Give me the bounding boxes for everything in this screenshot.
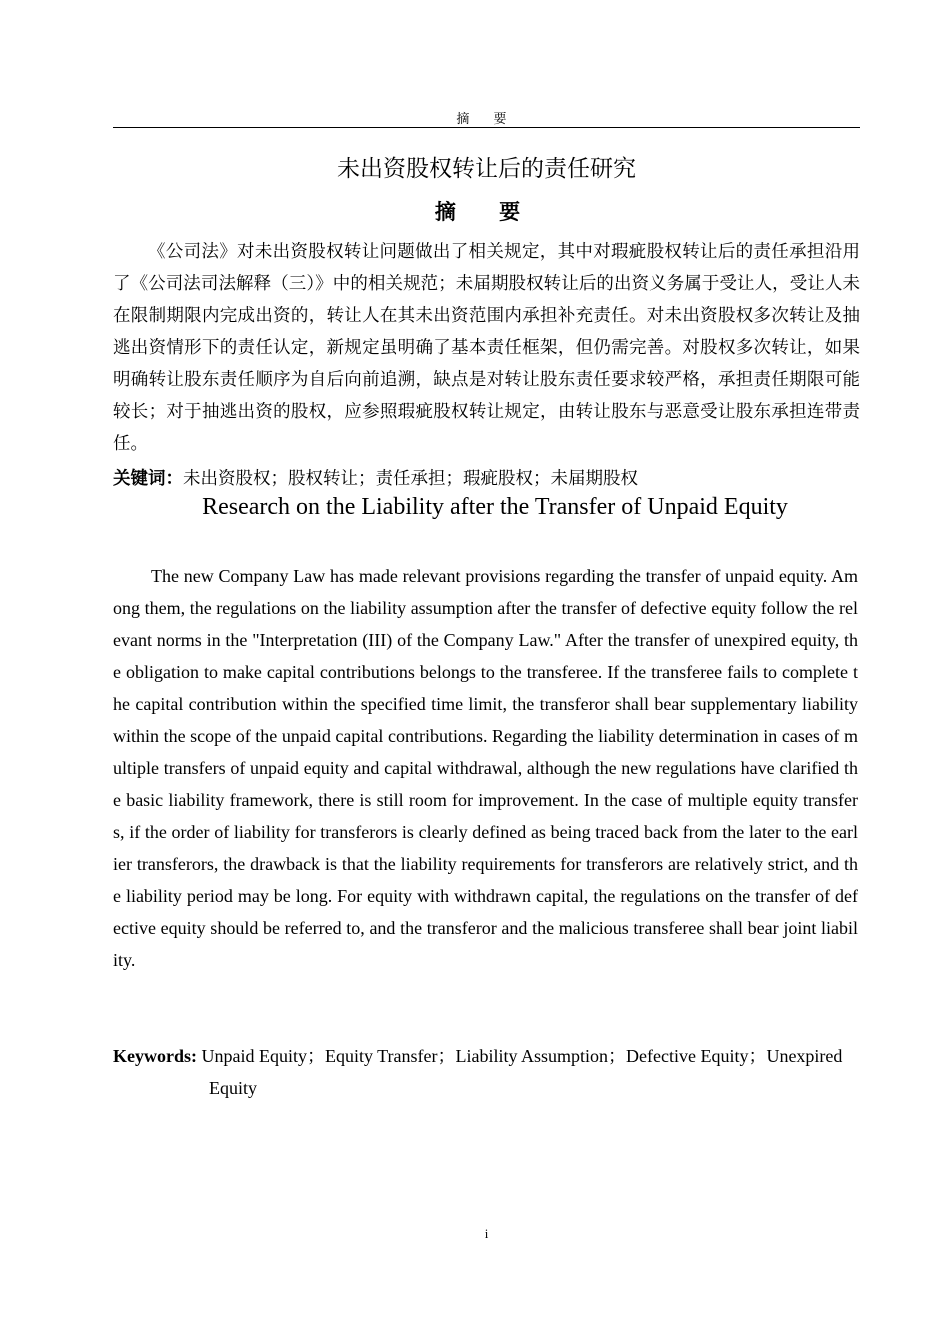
english-keywords-label: Keywords: [113, 1046, 197, 1066]
english-keywords [113, 1040, 883, 1104]
page-number: i [484, 1226, 489, 1241]
running-header: 摘 要 [456, 112, 517, 127]
english-abstract-body: The new Company Law has made relevant provisions regarding the transfer of unpaid equity. Among them, the regulations on the liability assumption after the transfer of defective equity follow the relevant norms in the "Interpretation (III) of the Company Law." After the transfer of unexpired equity, the obligation to make capital contributions belongs to the transferee. If the transferee fails to complete the capital contribution within the specified time limit, the transferor shall bear supplementary liability within the scope of the unpaid capital contributions. Regarding the liability determination in cases of multiple transfers of unpaid equity and capital withdrawal, although the new regulations have clarified the basic liability framework, there is still room for improvement. In the case of multiple equity transfers, if the order of liability for transferors is clearly defined as being traced back from the later to the earlier transferors, the drawback is that the liability requirements for transferors are relatively strict, and the liability period may be long. For equity with withdrawn capital, the regulations on the transfer of defective equity should be referred to, and the transferor and the malicious transferee shall bear joint liability. [113, 566, 858, 970]
english-title: Research on the Liability after the Transfer of Unpaid Equity [202, 494, 788, 520]
header-rule [113, 127, 860, 128]
chinese-abstract-body: 《公司法》对未出资股权转让问题做出了相关规定，其中对瑕疵股权转让后的责任承担沿用了《公司法司法解释（三）》中的相关规范；未届期股权转让后的出资义务属于受让人，受让人未在限制期限内完成出资的，转让人在其未出资范围内承担补充责任。对未出资股权多次转让及抽逃出资情形下的责任认定，新规定虽明确了基本责任框架，但仍需完善。对股权多次转让，如果明确转让股东责任顺序为自后向前追溯，缺点是对转让股东责任要求较严格，承担责任期限可能较长；对于抽逃出资的股权，应参照瑕疵股权转让规定，由转让股东与恶意受让股东承担连带责任。 [113, 242, 860, 454]
chinese-keywords-value: 未出资股权；股权转让；责任承担；瑕疵股权；未届期股权 [183, 469, 638, 489]
english-keywords-value: Unpaid Equity；Equity Transfer；Liability Assumption；Defective Equity；Unexpired Equity [201, 1046, 843, 1098]
chinese-title: 未出资股权转让后的责任研究 [337, 156, 636, 182]
chinese-abstract-heading: 摘 要 [434, 200, 539, 224]
chinese-keywords [113, 464, 860, 494]
chinese-keywords-label: 关键词： [113, 469, 183, 489]
